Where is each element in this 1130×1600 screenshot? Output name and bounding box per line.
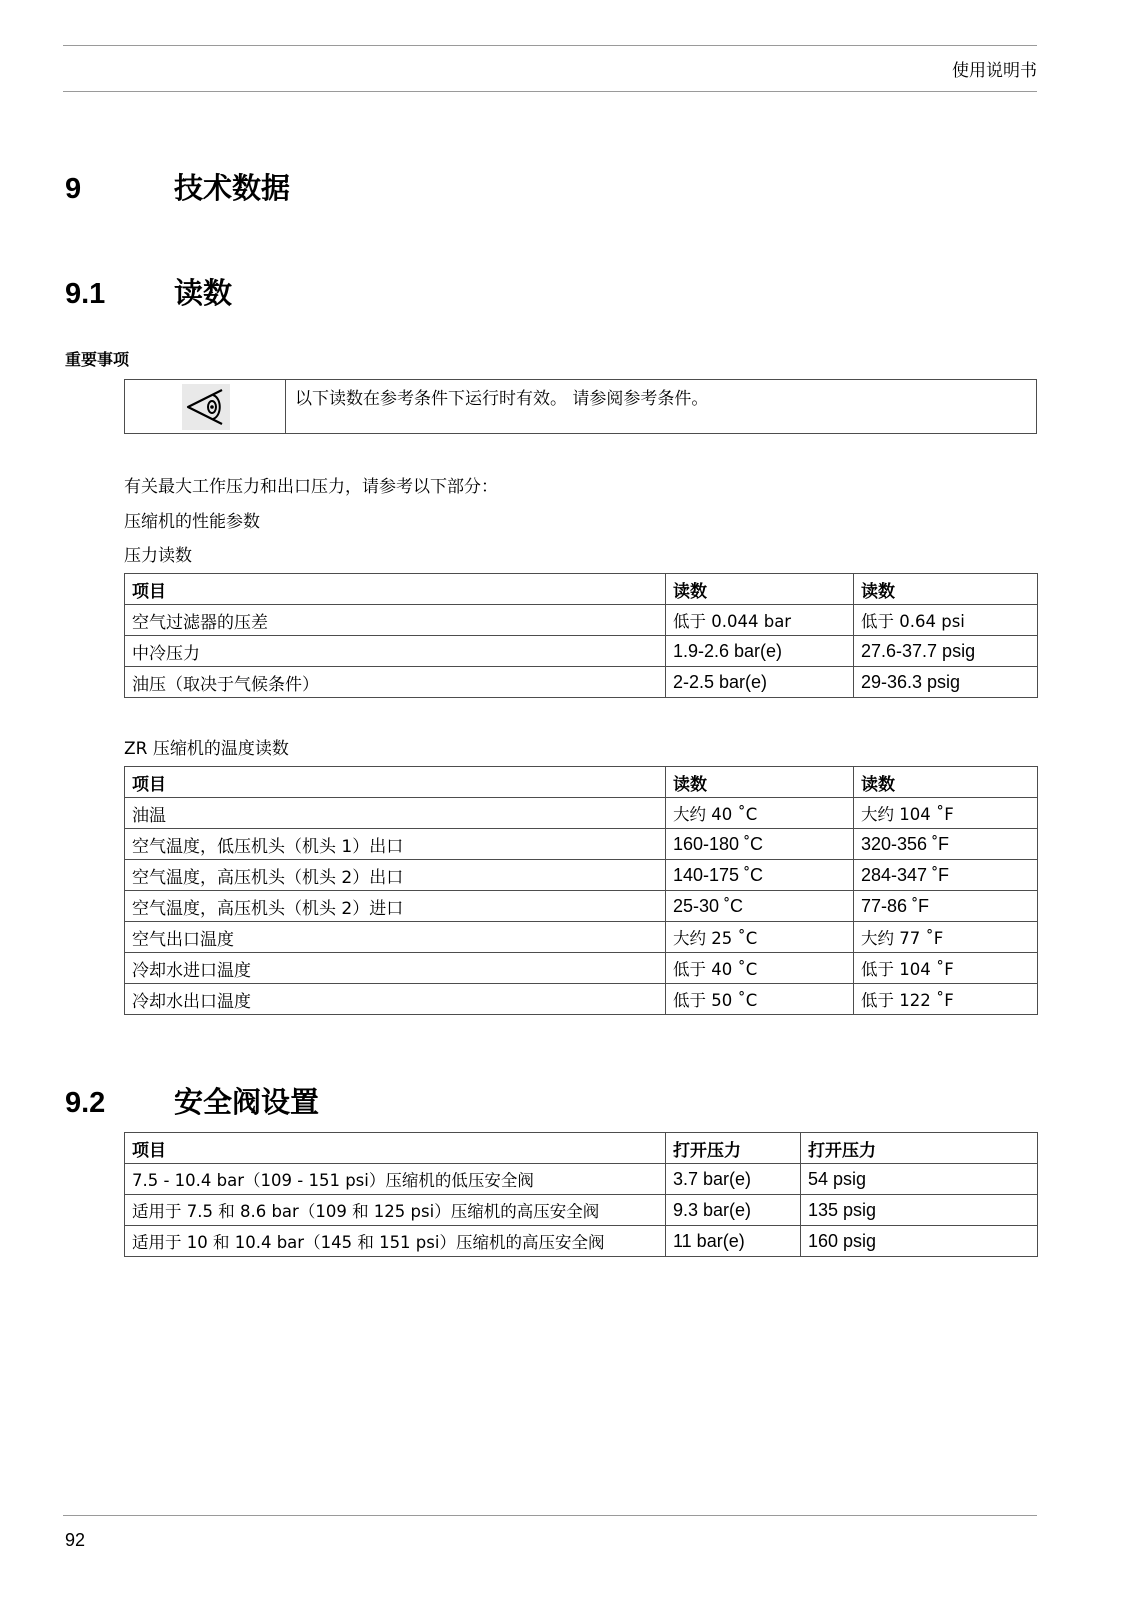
table-cell: 54 psig — [801, 1164, 1038, 1195]
table-cell: 适用于 7.5 和 8.6 bar（109 和 125 psi）压缩机的高压安全阀 — [125, 1195, 666, 1226]
table-cell: 中冷压力 — [125, 636, 666, 667]
table-cell: 空气出口温度 — [125, 922, 666, 953]
column-header: 读数 — [666, 574, 854, 605]
table-cell: 油压（取决于气候条件） — [125, 667, 666, 698]
table-header-row — [125, 574, 1038, 605]
table-row — [125, 667, 1038, 698]
section-title: 安全阀设置 — [174, 1087, 320, 1119]
table-cell: 大约 104 ˚F — [854, 798, 1038, 829]
table-cell: 空气温度，高压机头（机头 2）进口 — [125, 891, 666, 922]
table-row — [125, 1195, 1038, 1226]
table-cell: 25-30 ˚C — [666, 891, 854, 922]
table-row — [125, 798, 1038, 829]
table-cell: 适用于 10 和 10.4 bar（145 和 151 psi）压缩机的高压安全阀 — [125, 1226, 666, 1257]
column-header: 读数 — [854, 767, 1038, 798]
table-cell: 2-2.5 bar(e) — [666, 667, 854, 698]
paragraph-pressure-caption: 压力读数 — [124, 546, 192, 566]
table-cell: 160 psig — [801, 1226, 1038, 1257]
section-title: 读数 — [174, 278, 233, 310]
page-number: 92 — [65, 1530, 86, 1550]
header-top-rule — [63, 45, 1037, 46]
column-header: 读数 — [666, 767, 854, 798]
table-cell: 大约 77 ˚F — [854, 922, 1038, 953]
table-cell: 320-356 ˚F — [854, 829, 1038, 860]
temperature-table-caption: ZR 压缩机的温度读数 — [124, 739, 289, 759]
table-cell: 3.7 bar(e) — [666, 1164, 801, 1195]
table-cell: 空气温度，高压机头（机头 2）出口 — [125, 860, 666, 891]
table-cell: 低于 104 ˚F — [854, 953, 1038, 984]
table-row — [125, 1164, 1038, 1195]
table-cell: 空气过滤器的压差 — [125, 605, 666, 636]
table-cell: 284-347 ˚F — [854, 860, 1038, 891]
section-number: 9.1 — [65, 278, 106, 310]
table-row — [125, 922, 1038, 953]
table-row — [125, 1226, 1038, 1257]
table-header-row — [125, 767, 1038, 798]
document-title: 使用说明书 — [952, 61, 1037, 81]
table-cell: 27.6-37.7 psig — [854, 636, 1038, 667]
footer-rule — [63, 1515, 1037, 1516]
header-bottom-rule — [63, 91, 1037, 92]
table-cell: 冷却水出口温度 — [125, 984, 666, 1015]
table-header-row — [125, 1133, 1038, 1164]
section-title: 技术数据 — [174, 173, 291, 205]
table-cell: 1.9-2.6 bar(e) — [666, 636, 854, 667]
safety-valve-table — [124, 1132, 1038, 1257]
table-cell: 低于 40 ˚C — [666, 953, 854, 984]
pressure-readings-table — [124, 573, 1038, 698]
table-row — [125, 953, 1038, 984]
table-row — [125, 860, 1038, 891]
section-number: 9 — [65, 173, 82, 205]
table-cell: 油温 — [125, 798, 666, 829]
table-cell: 低于 0.044 bar — [666, 605, 854, 636]
table-row — [125, 984, 1038, 1015]
temperature-readings-table — [124, 766, 1038, 1015]
table-cell: 7.5 - 10.4 bar（109 - 151 psi）压缩机的低压安全阀 — [125, 1164, 666, 1195]
table-row — [125, 829, 1038, 860]
table-cell: 160-180 ˚C — [666, 829, 854, 860]
eye-warning-icon — [182, 384, 230, 430]
table-cell: 冷却水进口温度 — [125, 953, 666, 984]
paragraph-reference: 有关最大工作压力和出口压力，请参考以下部分： — [124, 477, 498, 497]
note-text: 以下读数在参考条件下运行时有效。 请参阅参考条件。 — [295, 389, 709, 409]
table-cell: 空气温度，低压机头（机头 1）出口 — [125, 829, 666, 860]
table-cell: 135 psig — [801, 1195, 1038, 1226]
table-row — [125, 636, 1038, 667]
table-row — [125, 605, 1038, 636]
column-header: 项目 — [125, 574, 666, 605]
table-cell: 29-36.3 psig — [854, 667, 1038, 698]
note-icon-cell — [125, 380, 286, 433]
table-cell: 低于 122 ˚F — [854, 984, 1038, 1015]
important-note-box — [124, 379, 1037, 434]
table-cell: 77-86 ˚F — [854, 891, 1038, 922]
table-cell: 大约 25 ˚C — [666, 922, 854, 953]
table-cell: 9.3 bar(e) — [666, 1195, 801, 1226]
table-row — [125, 891, 1038, 922]
section-number: 9.2 — [65, 1087, 106, 1119]
table-cell: 低于 50 ˚C — [666, 984, 854, 1015]
table-cell: 140-175 ˚C — [666, 860, 854, 891]
table-cell: 大约 40 ˚C — [666, 798, 854, 829]
important-heading: 重要事项 — [65, 350, 130, 369]
column-header: 打开压力 — [666, 1133, 801, 1164]
paragraph-performance: 压缩机的性能参数 — [124, 512, 260, 532]
column-header: 读数 — [854, 574, 1038, 605]
column-header: 项目 — [125, 1133, 666, 1164]
column-header: 项目 — [125, 767, 666, 798]
column-header: 打开压力 — [801, 1133, 1038, 1164]
table-cell: 低于 0.64 psi — [854, 605, 1038, 636]
table-cell: 11 bar(e) — [666, 1226, 801, 1257]
